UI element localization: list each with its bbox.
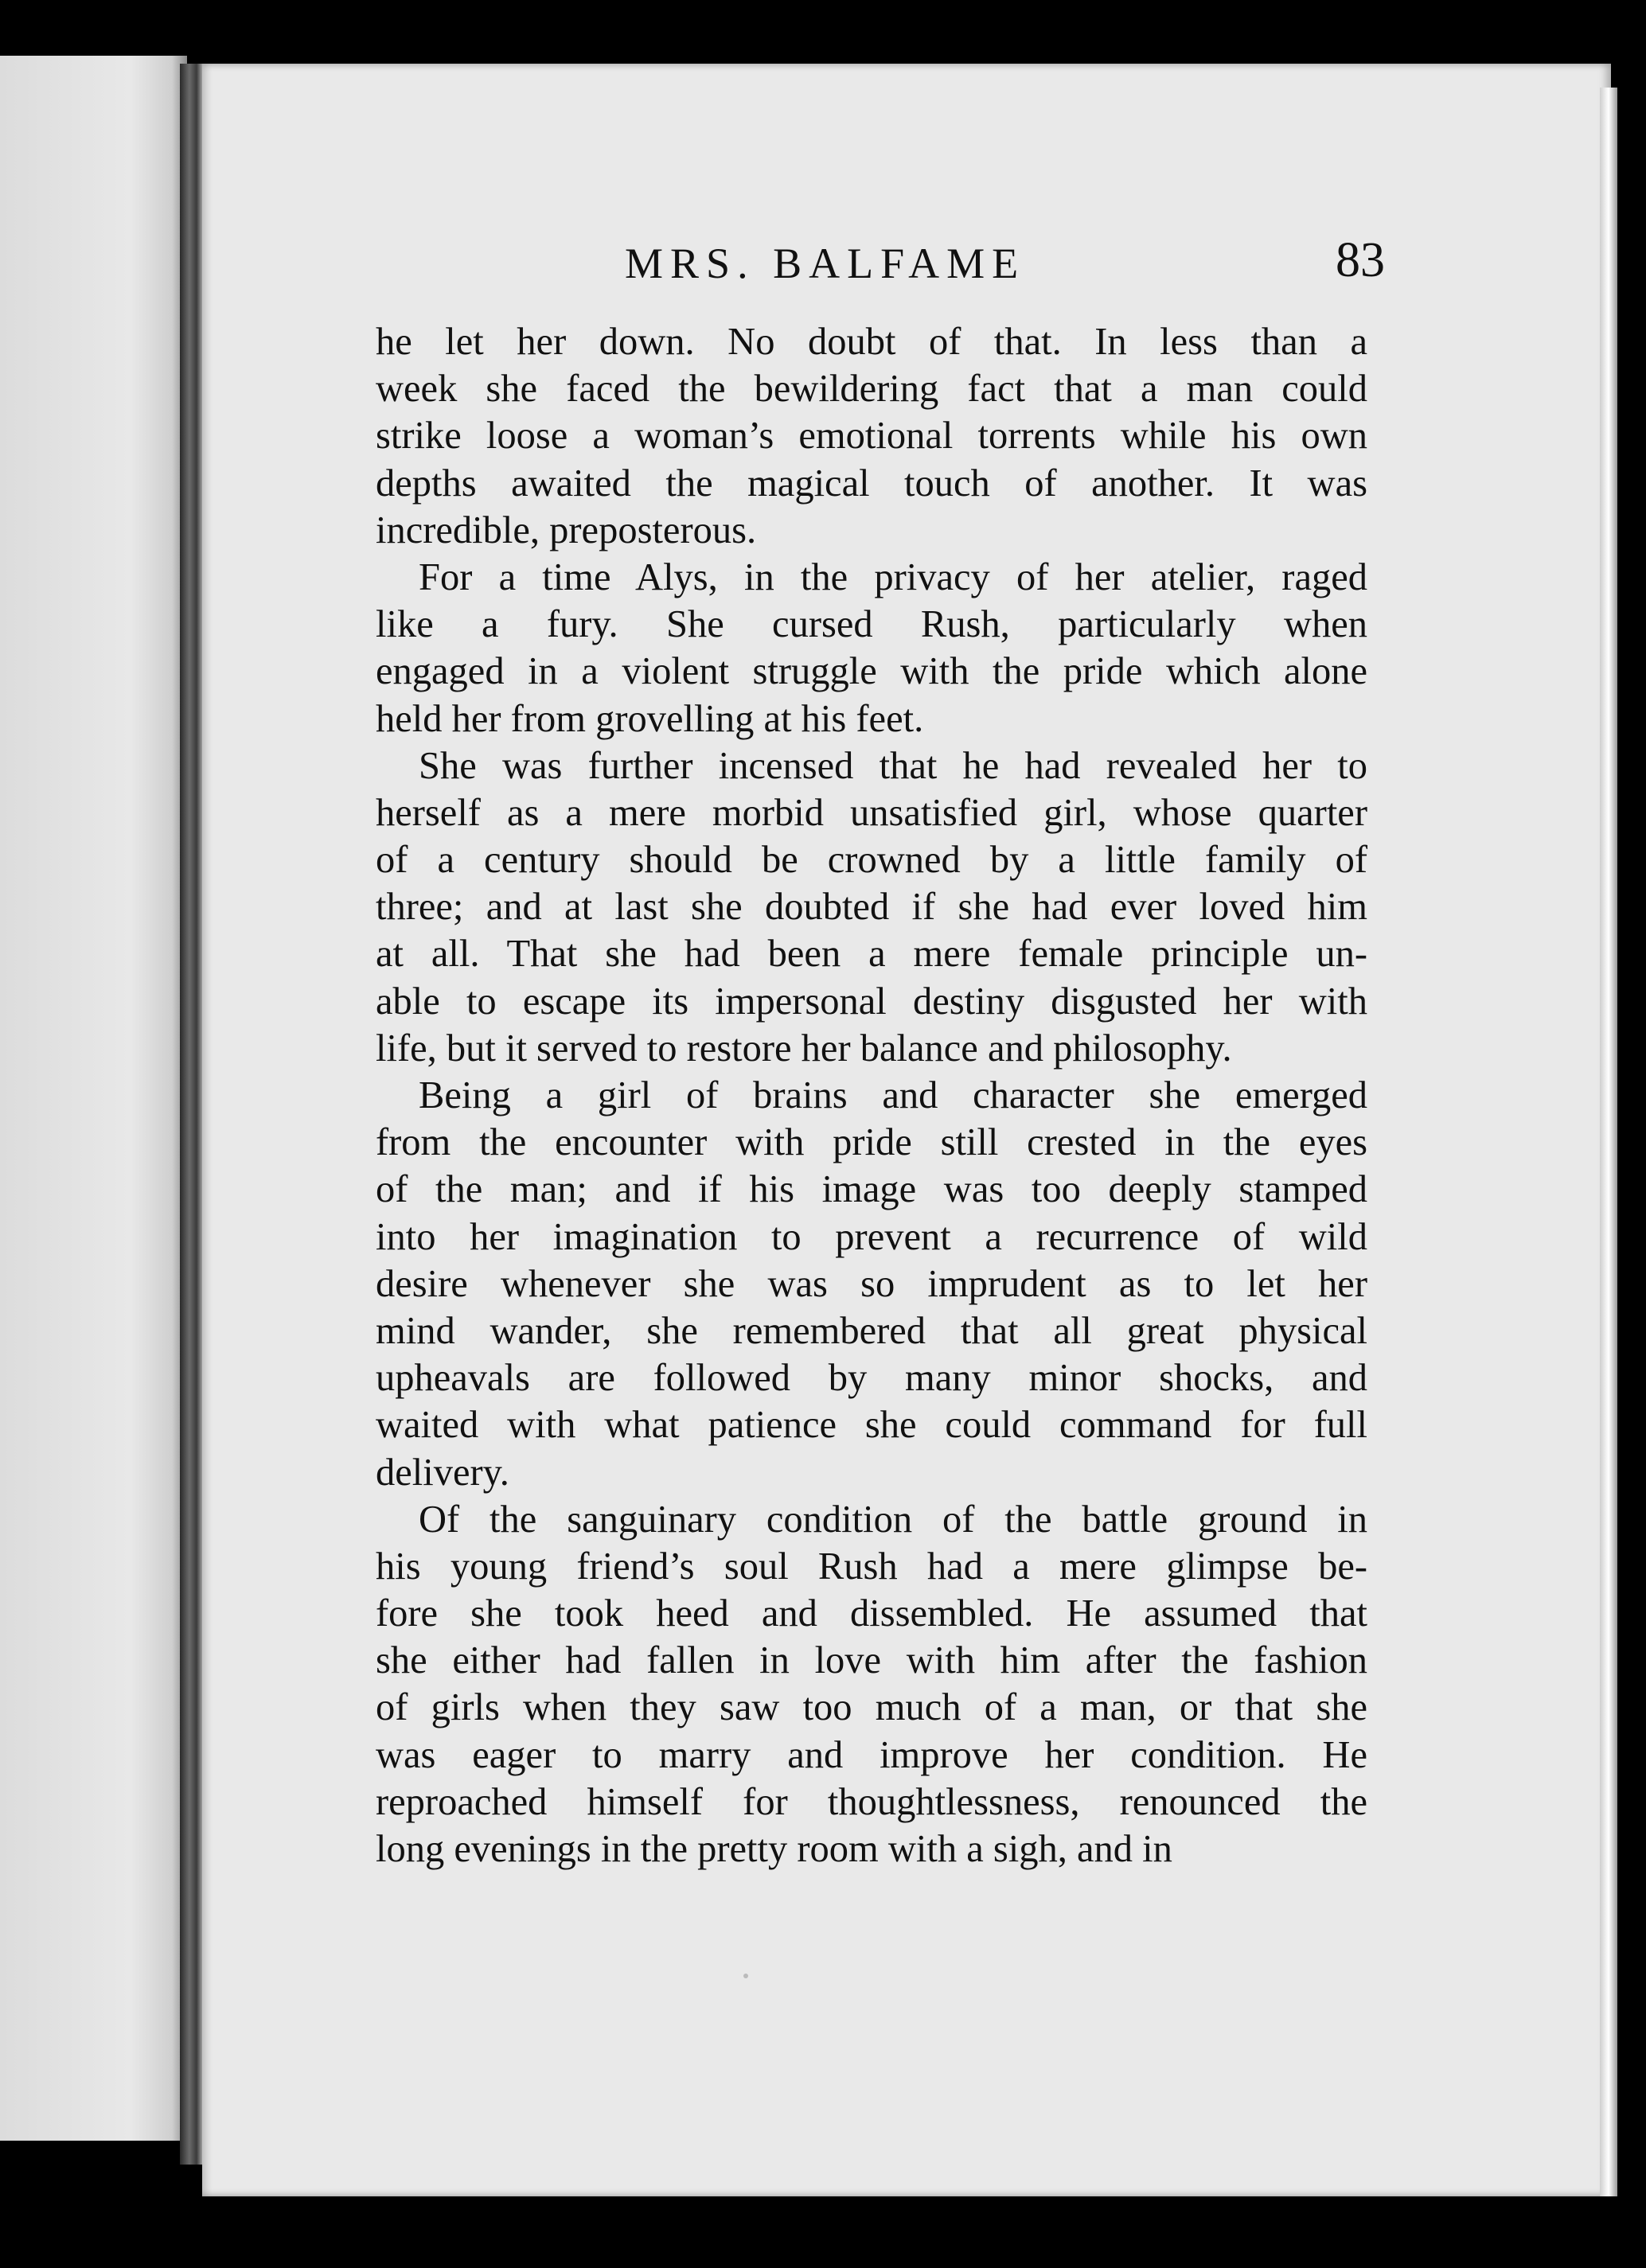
- text-line: at all. That she had been a mere female principle un-: [376, 933, 1367, 976]
- text-line: of the man; and if his image was too deeply stamped: [376, 1168, 1367, 1211]
- text-line: she either had fallen in love with him after the fashion: [376, 1639, 1367, 1682]
- text-line: able to escape its impersonal destiny disgusted her with: [376, 980, 1367, 1023]
- text-line: of a century should be crowned by a little family of: [376, 839, 1367, 882]
- page-edge-right: [1600, 88, 1617, 2196]
- text-line: like a fury. She cursed Rush, particularly when: [376, 603, 1367, 646]
- body-text: [376, 318, 1367, 1872]
- text-line: desire whenever she was so imprudent as to let her: [376, 1262, 1367, 1305]
- paper-speck: [743, 1974, 748, 1978]
- text-line: life, but it served to restore her balance and philosophy.: [376, 1027, 1232, 1070]
- text-line: upheavals are followed by many minor shocks, and: [376, 1357, 1367, 1400]
- text-line: was eager to marry and improve her condition. He: [376, 1733, 1367, 1776]
- text-line: Being a girl of brains and character she emerged: [419, 1074, 1367, 1116]
- text-line: engaged in a violent struggle with the pride which alone: [376, 650, 1367, 693]
- paragraph: [376, 1072, 1367, 1496]
- text-line: of girls when they saw too much of a man, or that she: [376, 1686, 1367, 1729]
- facing-page-edge: [0, 56, 187, 2141]
- text-line: depths awaited the magical touch of another. It was: [376, 462, 1367, 505]
- paragraph: [376, 1496, 1367, 1873]
- text-line: reproached himself for thoughtlessness, renounced the: [376, 1780, 1367, 1823]
- text-line: waited with what patience she could command for full: [376, 1404, 1367, 1447]
- text-line: mind wander, she remembered that all great physical: [376, 1309, 1367, 1352]
- text-line: For a time Alys, in the privacy of her atelier, raged: [419, 555, 1367, 598]
- text-line: strike loose a woman’s emotional torrents while his own: [376, 415, 1367, 458]
- paragraph: [376, 742, 1367, 1072]
- text-line: fore she took heed and dissembled. He assumed that: [376, 1592, 1367, 1635]
- paragraph: [376, 318, 1367, 554]
- paragraph: [376, 554, 1367, 742]
- text-line: from the encounter with pride still crested in the eyes: [376, 1121, 1367, 1164]
- text-line: She was further incensed that he had revealed her to: [419, 744, 1367, 787]
- running-title: MRS. BALFAME: [625, 240, 1026, 287]
- text-line: incredible, preposterous.: [376, 509, 757, 551]
- running-header: [370, 231, 1385, 294]
- text-line: herself as a mere morbid unsatisfied girl, whose quarter: [376, 791, 1367, 834]
- text-line: he let her down. No doubt of that. In less than a: [376, 321, 1367, 363]
- text-line: held her from grovelling at his feet.: [376, 697, 924, 740]
- text-line: three; and at last she doubted if she had ever loved him: [376, 886, 1367, 929]
- text-line: delivery.: [376, 1451, 509, 1494]
- text-line: into her imagination to prevent a recurrence of wild: [376, 1215, 1367, 1258]
- text-line: his young friend’s soul Rush had a mere glimpse be-: [376, 1545, 1367, 1588]
- book-gutter: [180, 64, 204, 2165]
- text-line: long evenings in the pretty room with a sigh, and in: [376, 1828, 1172, 1870]
- page-number: 83: [1336, 233, 1385, 287]
- text-line: Of the sanguinary condition of the battle ground in: [419, 1498, 1367, 1541]
- text-line: week she faced the bewildering fact that a man could: [376, 368, 1367, 411]
